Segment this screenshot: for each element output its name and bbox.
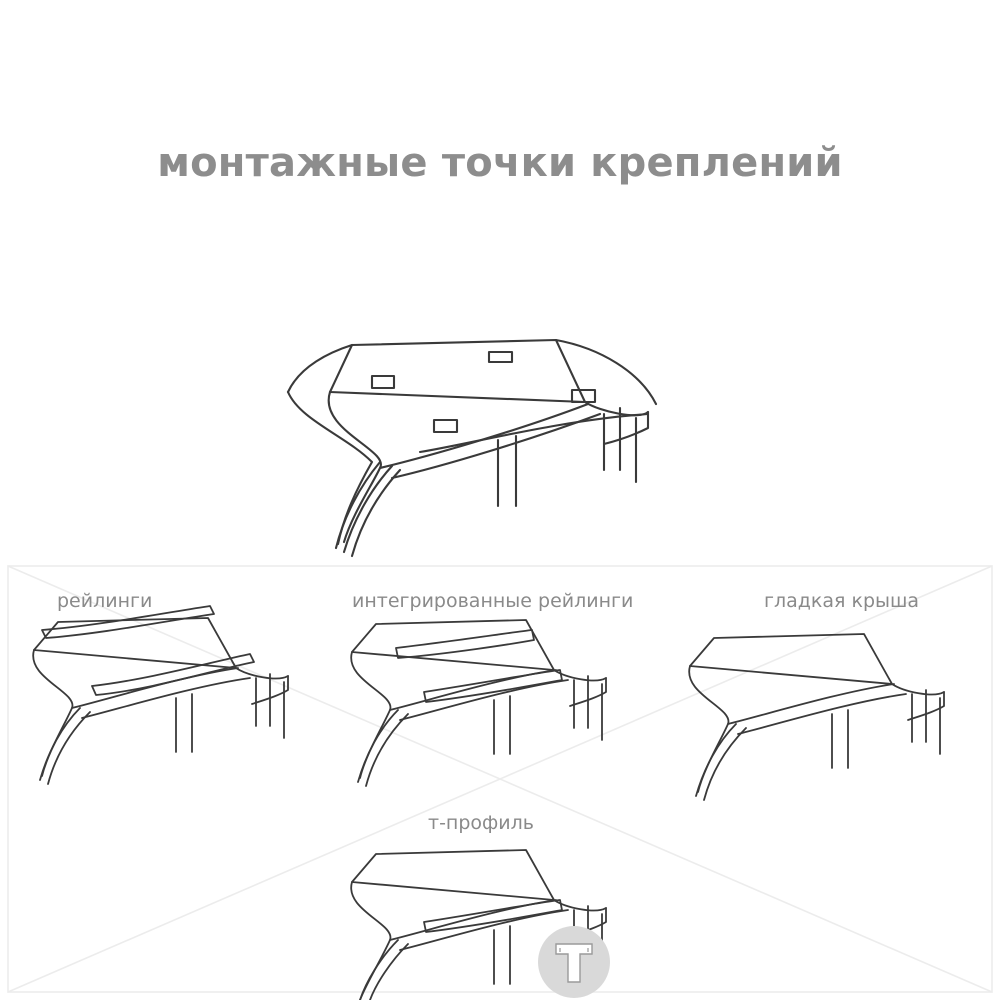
caption-t-profile: т-профиль [428,812,534,834]
main-roof-side-transition [380,404,588,468]
fixing-point-4 [434,420,457,432]
caption-rails: рейлинги [57,590,153,612]
variant-integrated-drawing [351,620,606,786]
caption-smooth-roof: гладкая крыша [764,590,920,612]
t-profile-section-callout [538,926,610,998]
fixing-point-1 [489,352,512,362]
main-rear-pillar-lines [604,408,636,482]
main-roof-group [288,340,656,556]
watermark-frame [8,566,992,992]
variant-smooth-drawing [689,634,944,800]
main-body-contour-front [288,345,352,392]
main-roof-left-pillar [329,392,381,542]
fixing-point-2 [372,376,394,388]
page-title: монтажные точки креплений [157,140,843,186]
main-body-contour-left [288,392,372,544]
main-roof-panel [330,340,585,402]
caption-integrated-rails: интегрированные рейлинги [352,590,634,612]
main-roof-rear-edge [585,402,648,415]
